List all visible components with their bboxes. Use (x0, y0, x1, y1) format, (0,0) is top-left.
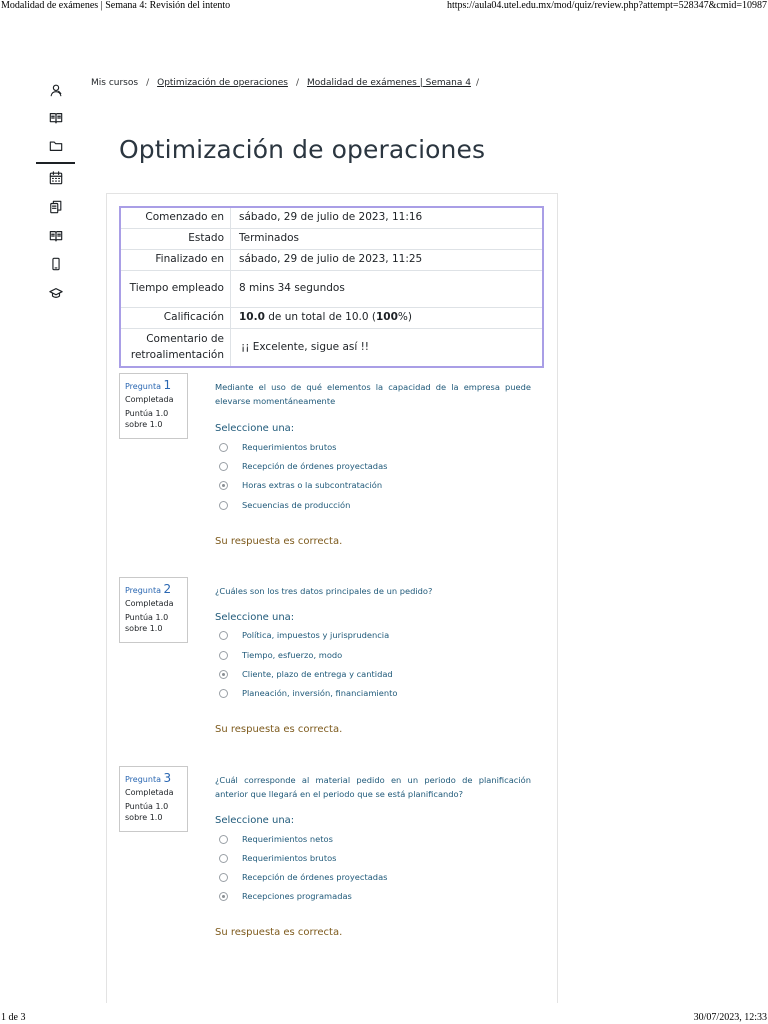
answer-option-label: Requerimientos netos (242, 834, 333, 844)
breadcrumb-item-exam[interactable]: Modalidad de exámenes | Semana 4 (306, 78, 471, 88)
answer-option-label: Recepciones programadas (242, 891, 352, 901)
rail-item-profile[interactable] (36, 76, 76, 104)
attempt-summary-table (119, 206, 544, 368)
radio-button[interactable] (219, 689, 228, 698)
user-icon (49, 83, 63, 97)
question-label: Pregunta (125, 775, 161, 784)
summary-row-finished (121, 250, 542, 271)
summary-row-feedback (121, 329, 542, 366)
breadcrumb-separator: / (475, 78, 479, 88)
answer-option[interactable] (219, 851, 336, 865)
answer-option[interactable] (219, 440, 336, 454)
summary-label: Finalizado en (121, 250, 231, 270)
print-header-url: https://aula04.utel.edu.mx/mod/quiz/review.php?attempt=528347&cmid=10987 (446, 0, 767, 11)
grade-total-text: de un total de 10.0 ( (264, 311, 376, 324)
book-icon (49, 229, 63, 243)
radio-button[interactable] (219, 651, 228, 660)
answer-option-label: Requerimientos brutos (242, 442, 337, 452)
breadcrumb-separator: / (146, 78, 150, 88)
breadcrumb-item-course[interactable]: Optimización de operaciones (157, 78, 288, 88)
radio-button-checked[interactable] (219, 892, 228, 901)
question-text: Mediante el uso de qué elementos la capacidad de la empresa puede elevarse momentáneamente (215, 382, 531, 406)
radio-button[interactable] (219, 501, 228, 510)
answer-feedback: Su respuesta es correcta. (215, 724, 343, 735)
calendar-icon (49, 171, 63, 185)
summary-row-state (121, 229, 542, 250)
radio-button[interactable] (219, 835, 228, 844)
summary-value: 8 mins 34 segundos (239, 282, 345, 295)
question-state: Completada (125, 395, 174, 404)
grade-percent: 100 (376, 311, 398, 324)
summary-value: ¡¡ Excelente, sigue así !! (241, 340, 370, 353)
rail-item-mobile[interactable] (36, 250, 76, 278)
question-info-3 (119, 766, 188, 832)
summary-label: Tiempo empleado (121, 271, 231, 307)
question-number-value: 1 (163, 378, 172, 392)
summary-value: sábado, 29 de julio de 2023, 11:16 (239, 211, 423, 224)
answer-option-selected[interactable] (219, 478, 382, 492)
radio-button-checked[interactable] (219, 670, 228, 679)
question-info-1 (119, 373, 188, 439)
breadcrumb-item-my-courses[interactable]: Mis cursos (91, 78, 139, 88)
answer-option-label: Recepción de órdenes proyectadas (242, 872, 388, 882)
breadcrumb-separator: / (295, 78, 299, 88)
summary-label: Estado (121, 229, 231, 249)
question-label: Pregunta (125, 382, 161, 391)
radio-button-checked[interactable] (219, 481, 228, 490)
radio-button[interactable] (219, 462, 228, 471)
copy-icon (49, 200, 63, 214)
answer-option[interactable] (219, 628, 389, 642)
radio-button[interactable] (219, 443, 228, 452)
book-icon (49, 111, 63, 125)
summary-value: sábado, 29 de julio de 2023, 11:25 (239, 253, 423, 266)
graduation-cap-icon (49, 286, 63, 300)
question-text: ¿Cuál corresponde al material pedido en un periodo de planificación anterior que llegará en el periodo que se está planificando? (215, 775, 531, 799)
summary-row-time-taken (121, 271, 542, 308)
answer-option[interactable] (219, 870, 387, 884)
summary-label: Comenzado en (121, 208, 231, 228)
question-grade: Puntúa 1.0 sobre 1.0 (125, 802, 169, 822)
rail-item-grades[interactable] (36, 193, 76, 221)
answer-option-label: Política, impuestos y jurisprudencia (242, 630, 390, 640)
answer-option[interactable] (219, 648, 342, 662)
answer-option-selected[interactable] (219, 889, 352, 903)
summary-row-started (121, 208, 542, 229)
mobile-icon (49, 257, 63, 271)
answer-feedback: Su respuesta es correcta. (215, 536, 343, 547)
question-number-value: 3 (163, 771, 172, 785)
question-text: ¿Cuáles son los tres datos principales de un pedido? (215, 586, 433, 596)
answer-option[interactable] (219, 686, 397, 700)
grade-score: 10.0 (239, 311, 265, 324)
summary-row-grade (121, 308, 542, 329)
radio-button[interactable] (219, 631, 228, 640)
answer-option[interactable] (219, 459, 387, 473)
question-number-value: 2 (163, 582, 172, 596)
rail-item-calendar[interactable] (36, 164, 76, 192)
print-footer-date: 30/07/2023, 12:33 (693, 1012, 767, 1023)
radio-button[interactable] (219, 854, 228, 863)
summary-label: Comentario de retroalimentación (121, 329, 231, 366)
answer-prompt: Seleccione una: (215, 423, 295, 434)
rail-item-files[interactable] (36, 132, 76, 160)
breadcrumb (91, 78, 487, 88)
answer-option-label: Cliente, plazo de entrega y cantidad (242, 669, 393, 679)
rail-item-courses[interactable] (36, 104, 76, 132)
print-header-title: Modalidad de exámenes | Semana 4: Revisión del intento (1, 0, 231, 11)
question-label: Pregunta (125, 586, 161, 595)
answer-prompt: Seleccione una: (215, 815, 295, 826)
question-number (125, 582, 182, 596)
answer-option[interactable] (219, 498, 350, 512)
answer-option-label: Tiempo, esfuerzo, modo (242, 650, 343, 660)
question-state: Completada (125, 788, 174, 797)
rail-item-library[interactable] (36, 222, 76, 250)
radio-button[interactable] (219, 873, 228, 882)
summary-label: Calificación (121, 308, 231, 328)
summary-value (231, 308, 542, 328)
answer-option-label: Planeación, inversión, financiamiento (242, 688, 398, 698)
grade-percent-suffix: %) (397, 311, 412, 324)
folder-icon (49, 139, 63, 153)
print-footer-page: 1 de 3 (1, 1012, 26, 1023)
answer-prompt: Seleccione una: (215, 612, 295, 623)
question-grade: Puntúa 1.0 sobre 1.0 (125, 409, 169, 429)
question-number (125, 771, 182, 785)
answer-feedback: Su respuesta es correcta. (215, 927, 343, 938)
summary-value: Terminados (239, 232, 300, 245)
question-info-2 (119, 577, 188, 643)
question-grade: Puntúa 1.0 sobre 1.0 (125, 613, 169, 633)
answer-option-selected[interactable] (219, 667, 393, 681)
question-number (125, 378, 182, 392)
rail-item-graduation[interactable] (36, 279, 76, 307)
question-state: Completada (125, 599, 174, 608)
answer-option-label: Requerimientos brutos (242, 853, 337, 863)
page-title: Optimización de operaciones (119, 135, 486, 164)
answer-option-label: Horas extras o la subcontratación (242, 480, 383, 490)
answer-option-label: Secuencias de producción (242, 500, 351, 510)
answer-option-label: Recepción de órdenes proyectadas (242, 461, 388, 471)
answer-option[interactable] (219, 832, 333, 846)
